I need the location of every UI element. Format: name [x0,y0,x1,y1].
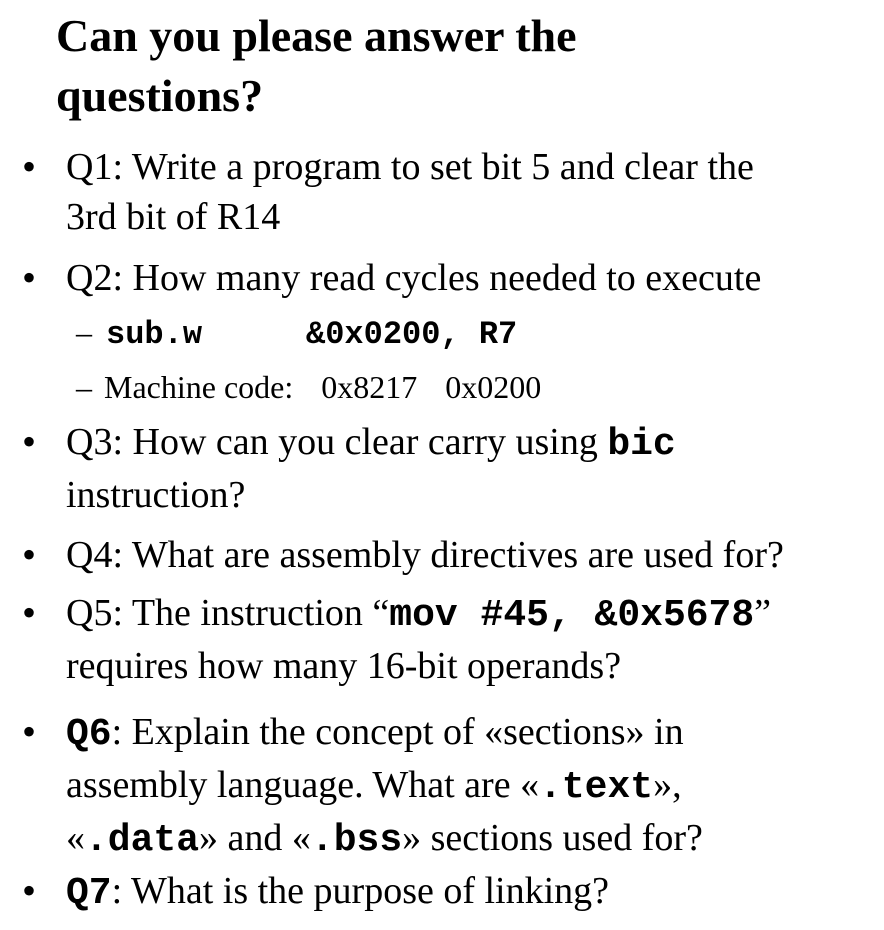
q2-machine-word-1: 0x8217 [321,369,418,405]
q2-machine-label: Machine code: [104,369,294,405]
bullet: • [22,144,37,189]
q6-line-3-open: « [66,817,85,859]
q5-prefix: Q5: The instruction “ [66,592,390,634]
question-1-text [66,142,754,242]
q1-line-1: Q1: Write a program to set bit 5 and clear the [66,146,754,188]
q7-label: Q7 [66,872,112,915]
q6-code-text: .text [539,766,654,809]
bullet: • [22,868,37,913]
q6-line-3-suffix: » sections used for? [402,817,703,859]
q5-code: mov #45, &0x5678 [389,594,755,637]
q2-code-line [76,312,517,355]
question-6-text [66,707,703,866]
page-title [56,6,577,126]
question-4-text: Q4: What are assembly directives are used for? [66,534,784,576]
bullet: • [22,419,37,464]
bullet: • [22,709,37,754]
bullet: • [22,255,37,300]
q6-code-bss: .bss [310,819,403,862]
q3-code: bic [607,423,676,466]
q3-line-2: instruction? [66,474,246,516]
q6-line-1-rest: : Explain the concept of «sections» in [111,711,684,753]
q6-line-2-prefix: assembly language. What are « [66,764,540,806]
q5-line-2: requires how many 16-bit operands? [66,645,622,687]
question-5-text [66,588,771,691]
q3-prefix: Q3: How can you clear carry using [66,421,608,463]
q6-label: Q6 [66,713,112,756]
bullet: • [22,590,37,635]
q2-code-operands: &0x0200, R7 [306,316,518,353]
title-line-1: Can you please answer the [56,10,577,61]
q2-machine-word-2: 0x0200 [445,369,542,405]
q5-suffix: ” [754,592,772,634]
q2-machine-line [76,367,541,407]
q6-code-data: .data [85,819,200,862]
q2-code-instr: sub.w [106,316,203,353]
q7-rest: : What is the purpose of linking? [111,870,610,912]
title-line-2: questions? [56,70,264,121]
dash: – [76,369,92,405]
q6-line-2-suffix: », [653,764,682,806]
question-3-text [66,417,676,520]
dash: – [76,314,92,350]
question-7-text [66,866,609,919]
q1-line-2: 3rd bit of R14 [66,196,281,238]
question-2-text: Q2: How many read cycles needed to execute [66,257,762,299]
bullet: • [22,532,37,577]
q6-line-3-mid: » and « [199,817,311,859]
